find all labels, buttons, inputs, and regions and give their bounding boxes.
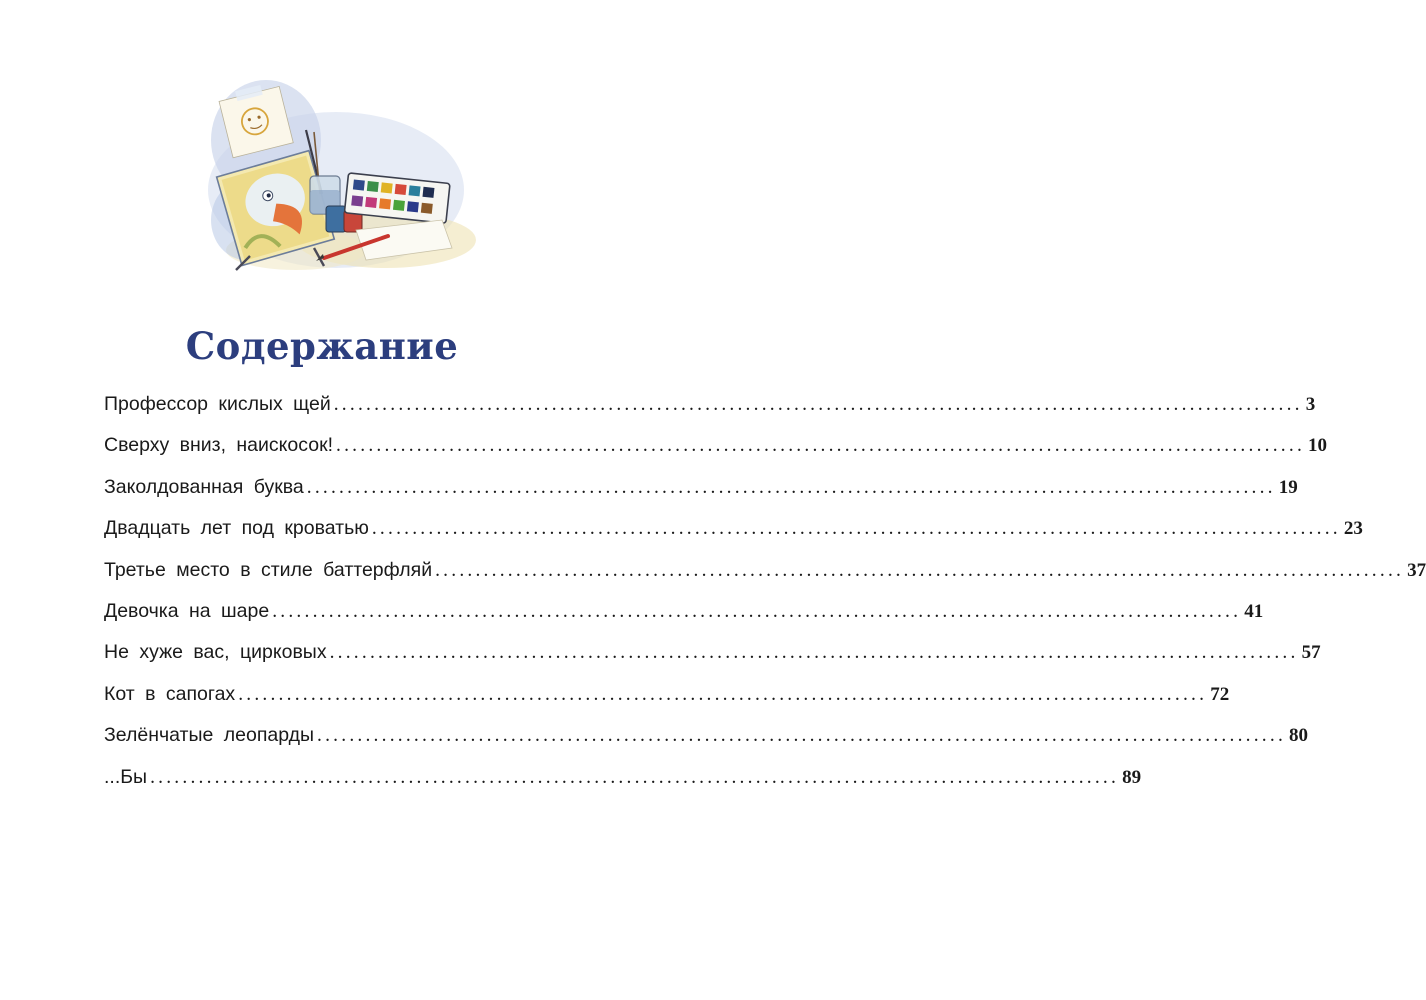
toc-dot-leader: ........................................................................................................................ [333, 394, 1303, 415]
toc-entry-title: Не хуже вас, цирковых [104, 641, 327, 664]
toc-entry[interactable] [104, 641, 1321, 682]
toc-dot-leader: ........................................................................................................................ [317, 725, 1287, 747]
toc-dot-leader: ........................................................................................................................ [238, 683, 1208, 705]
toc-entry-title: Девочка на шаре [104, 599, 270, 622]
art-supplies-illustration [206, 70, 476, 280]
toc-dot-leader: ........................................................................................................................ [329, 642, 1299, 664]
toc-entry[interactable] [104, 599, 1264, 641]
toc-entry-page-number: 10 [1308, 435, 1328, 457]
toc-entry-title: Зелёнчатые леопарды [104, 724, 315, 747]
toc-entry[interactable] [104, 558, 1426, 600]
toc-entry[interactable] [104, 434, 1328, 475]
toc-entry-title: Заколдованная буква [104, 475, 304, 498]
toc-entry-title: Профессор кислых щей [104, 393, 331, 415]
toc-entry-title: ...Бы [104, 765, 148, 788]
table-of-contents [104, 393, 1426, 807]
toc-entry[interactable] [104, 475, 1298, 517]
toc-dot-leader: ........................................................................................................................ [435, 559, 1405, 581]
toc-entry-title: Кот в сапогах [104, 682, 236, 705]
toc-entry[interactable] [104, 765, 1142, 807]
toc-dot-leader: ........................................................................................................................ [336, 435, 1306, 457]
toc-entry-page-number: 57 [1301, 642, 1321, 664]
toc-dot-leader: ........................................................................................................................ [150, 766, 1120, 788]
toc-entry[interactable] [104, 393, 1316, 434]
toc-entry-page-number: 23 [1343, 518, 1363, 540]
toc-entry[interactable] [104, 682, 1230, 724]
toc-entry-page-number: 3 [1305, 394, 1316, 415]
toc-entry-page-number: 37 [1407, 559, 1426, 581]
toc-dot-leader: ........................................................................................................................ [306, 476, 1276, 498]
toc-entry[interactable] [104, 724, 1309, 765]
toc-entry[interactable] [104, 517, 1363, 558]
toc-entry-title: Сверху вниз, наискосок! [104, 434, 334, 457]
toc-dot-leader: ........................................................................................................................ [272, 600, 1242, 622]
toc-entry-page-number: 80 [1289, 725, 1309, 747]
toc-entry-title: Третье место в стиле баттерфляй [104, 558, 433, 581]
toc-entry-page-number: 19 [1278, 476, 1298, 498]
toc-dot-leader: ........................................................................................................................ [371, 518, 1341, 540]
toc-entry-page-number: 41 [1244, 600, 1264, 622]
page-title: Содержание [185, 323, 459, 368]
toc-entry-page-number: 72 [1210, 683, 1230, 705]
toc-entry-page-number: 89 [1122, 766, 1142, 788]
toc-entry-title: Двадцать лет под кроватью [104, 517, 369, 540]
